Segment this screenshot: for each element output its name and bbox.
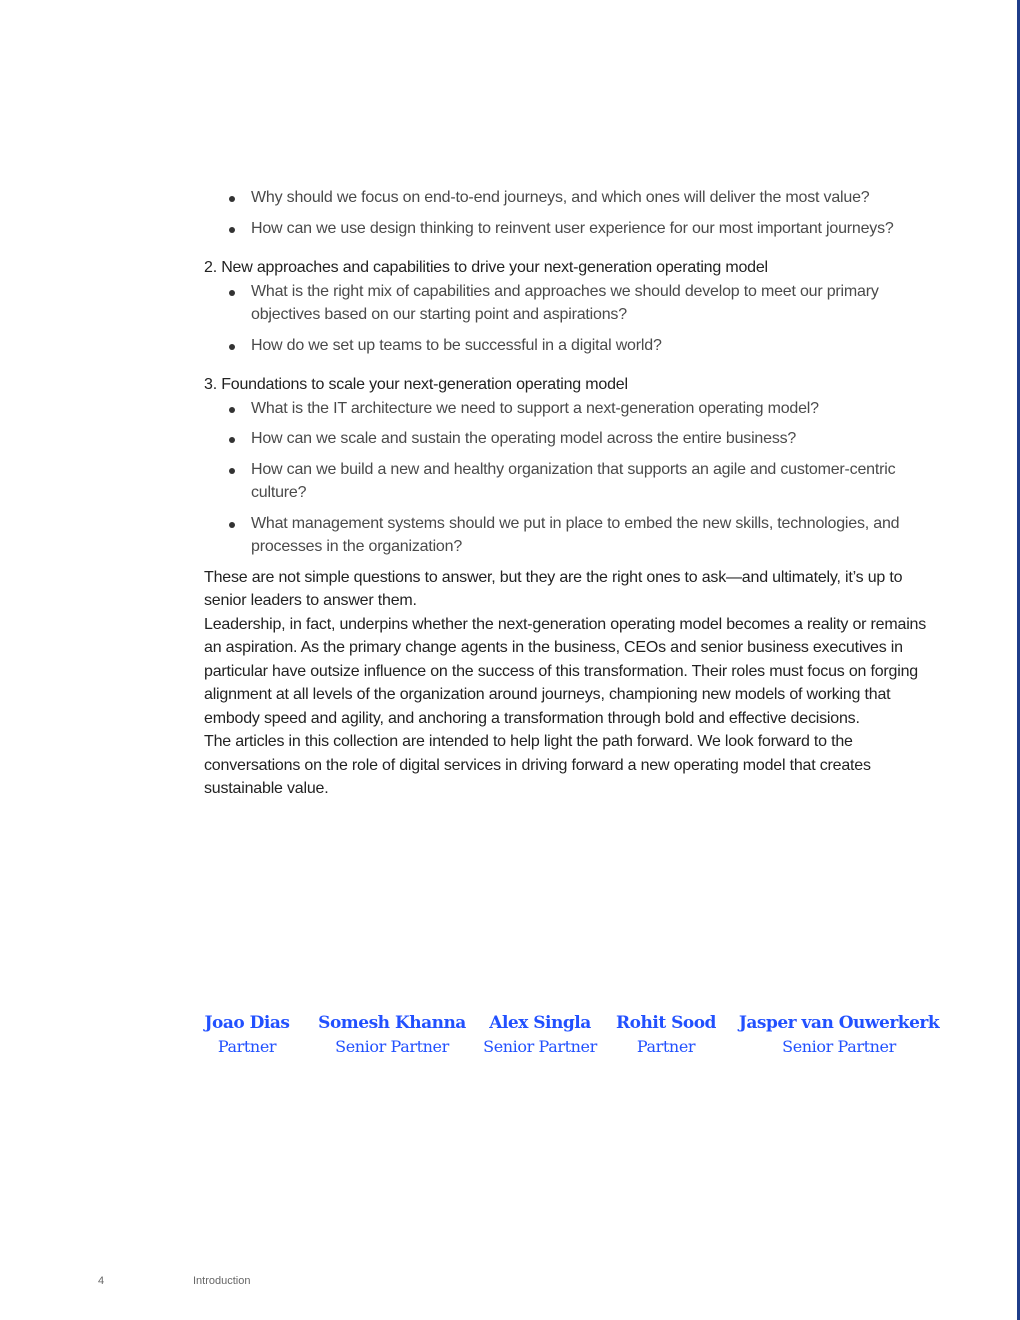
author-block [614,1011,718,1059]
section-2-heading: 2. New approaches and capabilities to drive your next-generation operating model [204,259,768,276]
page-number: 4 [98,1275,105,1287]
author-block [736,1011,942,1059]
author-role: Partner [217,1037,277,1056]
section-2-bullet-list [204,280,946,358]
author-block [482,1011,598,1059]
list-item: How can we build a new and healthy organization that supports an agile and customer-centric culture? [228,458,946,505]
paragraph-leadership: Leadership, in fact, underpins whether the next-generation operating model becomes a reality or remains an aspiration. As the primary change agents in the business, CEOs and senior business executives in particular have outsize influence on the success of this transformation. Their roles must focus on forging alignment at all levels of the organization around journeys, championing new models of working that embody speed and agility, and anchoring a transformation through bold and effective decisions. [204,615,927,727]
page-footer [0,1275,400,1291]
author-name: Alex Singla [489,1013,591,1033]
footer-section-label: Introduction [193,1275,251,1287]
author-role: Senior Partner [335,1037,449,1056]
author-block [316,1011,468,1059]
list-item: What is the right mix of capabilities and approaches we should develop to meet our primary objectives based on our starting point and aspirations? [228,280,946,327]
author-name: Rohit Sood [616,1013,716,1033]
author-role: Senior Partner [782,1037,896,1056]
list-item: What management systems should we put in place to embed the new skills, technologies, and processes in the organization? [228,512,946,559]
paragraph-questions: These are not simple questions to answer, but they are the right ones to ask—and ultimately, it’s up to senior leaders to answer them. [204,568,903,609]
section-1-bullet-list [204,186,946,240]
list-item: How can we use design thinking to reinvent user experience for our most important journeys? [228,217,946,241]
list-item: How can we scale and sustain the operating model across the entire business? [228,427,946,451]
author-name: Somesh Khanna [318,1013,466,1033]
section-3-heading: 3. Foundations to scale your next-generation operating model [204,376,628,393]
author-role: Senior Partner [483,1037,597,1056]
author-name: Jasper van Ouwerkerk [738,1013,940,1033]
paragraph-articles: The articles in this collection are intended to help light the path forward. We look forward to the conversations on the role of digital services in driving forward a new operating model that creates sustainable value. [204,733,871,797]
list-item: Why should we focus on end-to-end journeys, and which ones will deliver the most value? [228,186,946,210]
section-3-bullet-list [204,397,946,559]
list-item: What is the IT architecture we need to support a next-generation operating model? [228,397,946,421]
author-role: Partner [636,1037,696,1056]
author-signatures [190,1011,960,1071]
article-body [204,186,946,801]
author-block [200,1011,294,1059]
author-name: Joao Dias [204,1013,290,1033]
list-item: How do we set up teams to be successful in a digital world? [228,334,946,358]
